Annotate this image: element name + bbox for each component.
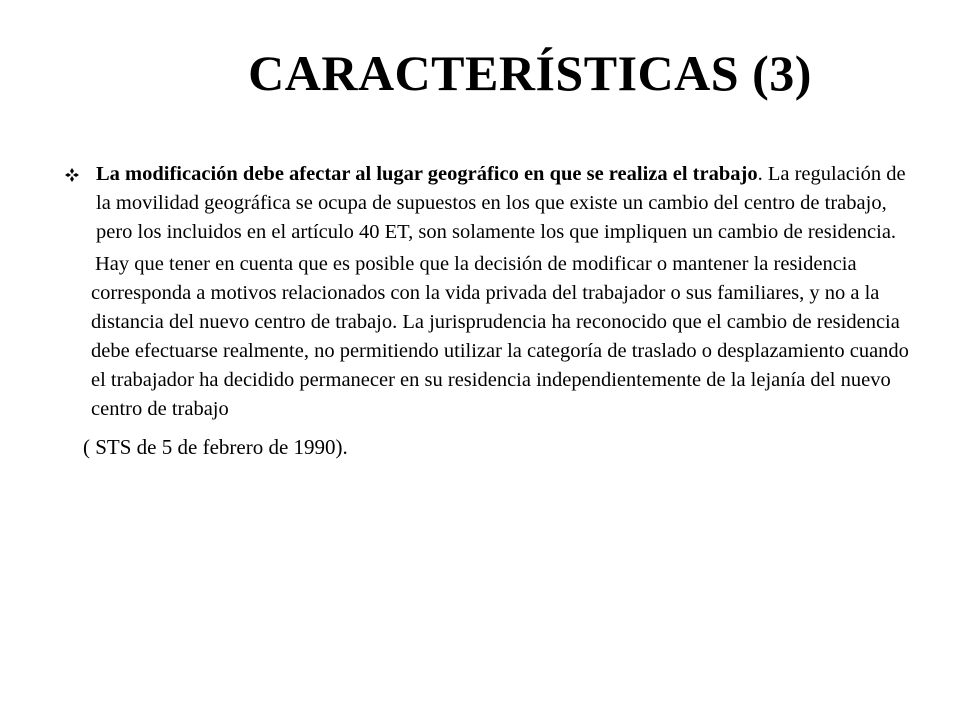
bullet-item [64, 160, 914, 247]
slide-title: CARACTERÍSTICAS (3) [248, 45, 812, 101]
slide-body [64, 160, 914, 462]
bullet-lead-text: La modificación debe afectar al lugar geográfico en que se realiza el trabajo [96, 163, 758, 185]
body-paragraph: Hay que tener en cuenta que es posible que la decisión de modificar o mantener la residencia corresponda a motivos relacionados con la vida privada del trabajador o sus familiares, y no a la distancia del nuevo centro de trabajo. La jurisprudencia ha reconocido que el cambio de residencia debe efectuarse realmente, no permitiendo utilizar la categoría de traslado o desplazamiento cuando el trabajador ha decidido permanecer en su residencia independientemente de la lejanía del nuevo centro de trabajo [91, 253, 909, 420]
bullet-rest-text: . La regulación de la movilidad geográfica se ocupa de supuestos en los que existe un cambio del centro de trabajo, pero los incluidos en el artículo 40 ET, son solamente los que impliquen un cambio de residencia. [96, 163, 906, 243]
citation-text: ( STS de 5 de febrero de 1990). [83, 435, 348, 459]
diamond-bullet-icon [65, 168, 79, 182]
